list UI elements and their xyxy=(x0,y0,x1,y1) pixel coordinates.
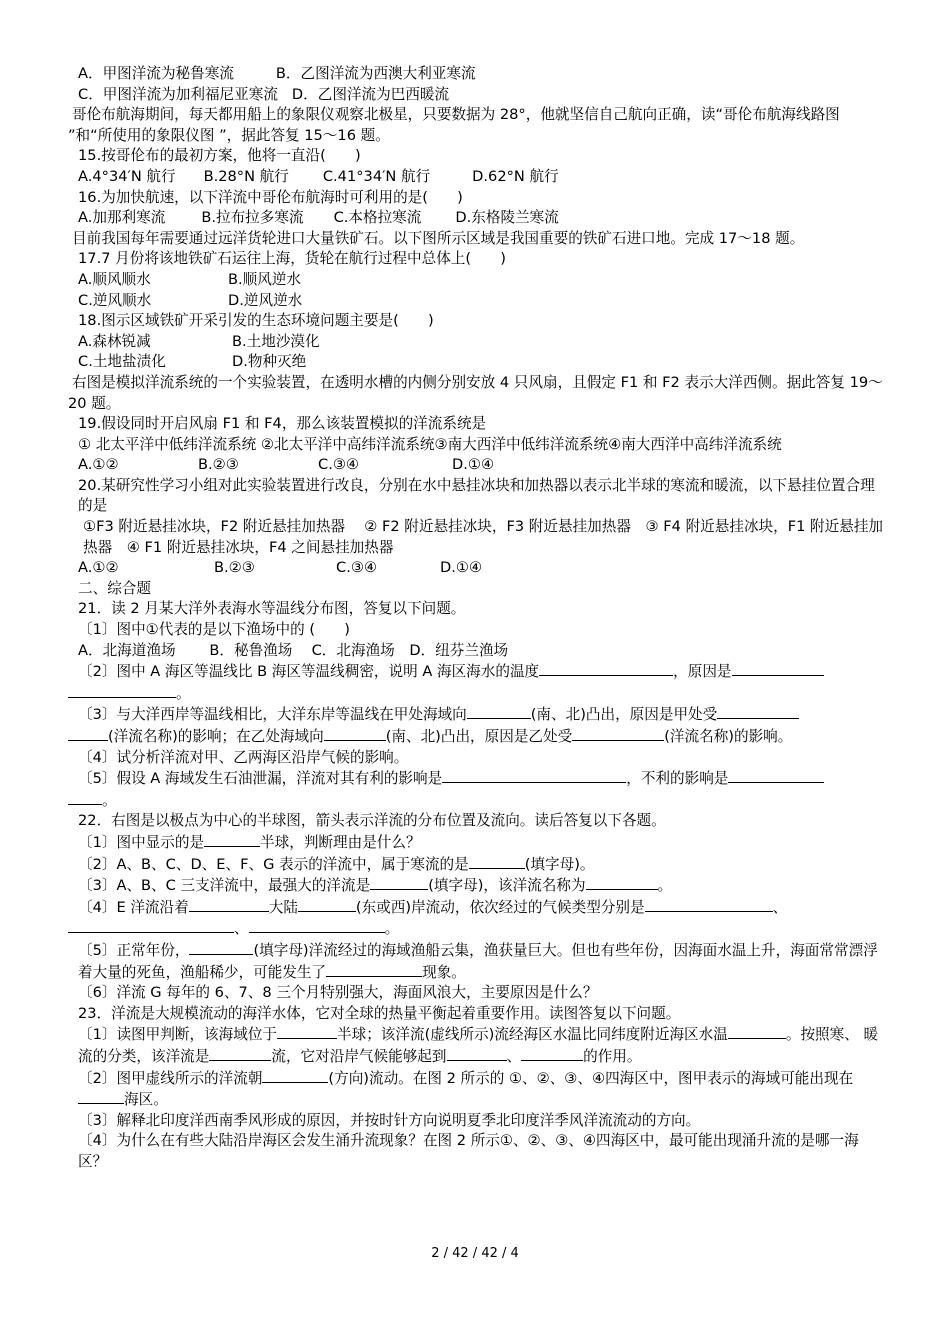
answer-blank[interactable] xyxy=(68,726,108,741)
question-text: (填字母)洋流经过的海域渔船云集，渔获量巨大。但也有些年份，因海面水温上升，海面常常漂浮着大量的死鱼，渔船稀少，可能发生了 xyxy=(78,941,878,981)
option-text: C.③④ xyxy=(336,559,377,577)
question-text: 。 xyxy=(384,920,400,938)
statement-list: ① 北太平洋中低纬洋流系统 ②北太平洋中高纬洋流系统③南大西洋中低纬洋流系统④南大西洋中高纬洋流系统 xyxy=(78,435,782,453)
question-text: 、 xyxy=(506,1047,522,1065)
question-text: (南、北)凸出，原因是甲处受 xyxy=(530,706,718,724)
question-23: 23．洋流是大规模流动的海洋水体，它对全球的热量平衡起着重要作用。读图答复以下问题。 xyxy=(78,1004,681,1022)
answer-blank[interactable] xyxy=(326,962,422,977)
question-text: 〔2〕图甲虚线所示的洋流朝 xyxy=(78,1069,263,1087)
options-line: A．北海道渔场 B．秘鲁渔场 C．北海渔场 D．纽芬兰渔场 xyxy=(78,641,509,659)
question-text: 。按照寒、 暖流的分类，该洋流是 xyxy=(78,1026,879,1065)
question-23-part-2 xyxy=(68,1068,884,1111)
options-line xyxy=(68,291,884,312)
question-text: 。 xyxy=(176,684,191,702)
question-text: (填字母)，该洋流名称为 xyxy=(428,877,586,895)
question-text: (洋流名称)的影响。 xyxy=(664,728,793,745)
answer-blank[interactable] xyxy=(728,1024,786,1039)
options-line xyxy=(68,208,884,229)
question-21-part-2-cont xyxy=(68,683,884,705)
option-text: D.逆风逆水 xyxy=(228,291,303,309)
option-text: D．乙图洋流为巴西暖流 xyxy=(291,85,450,103)
question-text: 〔2〕A、B、C、D、E、F、G 表示的洋流中，属于寒流的是 xyxy=(78,855,469,873)
option-text: A.①② xyxy=(78,456,119,474)
question-text: 。 xyxy=(657,877,673,895)
options-line xyxy=(68,167,884,188)
question-text: 流，它对沿岸气候能够起到 xyxy=(271,1047,447,1065)
question-22-part-5 xyxy=(68,940,884,983)
passage-paragraph: 目前我国每年需要通过远洋货轮进口大量铁矿石。以下图所示区域是我国重要的铁矿石进口地。完成 17～18 题。 xyxy=(72,229,805,247)
section-heading: 二、综合题 xyxy=(78,579,151,597)
option-text: D.①④ xyxy=(440,559,483,577)
option-text: C.41°34′N 航行 xyxy=(322,167,431,185)
question-21-part-2 xyxy=(68,661,884,683)
option-text: D.62°N 航行 xyxy=(472,167,559,185)
question-22-part-1 xyxy=(68,832,884,854)
page-footer: 2 / 42 / 42 / 4 xyxy=(431,1246,519,1261)
question-17: 17.7 月份将该地铁矿石运往上海，货轮在航行过程中总体上( ) xyxy=(78,250,506,268)
question-23-part-4: 〔4〕为什么在有些大陆沿岸海区会发生涌升流现象？在图 2 所示①、②、③、④四海区中，最可能出现涌升流的是哪一海区？ xyxy=(78,1132,859,1170)
option-text: A．甲图洋流为秘鲁寒流 xyxy=(78,65,234,82)
option-text: C.土地盐渍化 xyxy=(78,353,166,371)
answer-blank[interactable] xyxy=(262,1068,328,1083)
question-19: 19.假设同时开启风扇 F1 和 F4，那么该装置模拟的洋流系统是 xyxy=(78,415,487,433)
question-text: ，原因是 xyxy=(673,663,732,681)
question-22-part-4-cont xyxy=(68,918,884,940)
option-text: D.①④ xyxy=(452,456,495,474)
question-23-part-3: 〔3〕解释北印度洋西南季风形成的原因，并按时针方向说明夏季北印度洋季风洋流流动的方向。 xyxy=(78,1111,701,1129)
question-text: 。 xyxy=(102,791,117,809)
option-text: D.物种灭绝 xyxy=(232,353,307,371)
question-text: 〔5〕正常年份， xyxy=(78,941,190,959)
options-line xyxy=(68,85,884,106)
question-text: 、 xyxy=(234,920,249,938)
option-text: C.③④ xyxy=(318,456,359,474)
answer-blank[interactable] xyxy=(189,940,253,955)
answer-blank[interactable] xyxy=(249,918,385,933)
answer-blank[interactable] xyxy=(586,875,658,890)
question-text: (洋流名称)的影响；在乙处海域向 xyxy=(108,728,324,745)
question-22-part-3 xyxy=(68,875,884,897)
question-text: 〔1〕读图甲判断，该海域位于 xyxy=(78,1026,278,1044)
question-text: 〔3〕A、B、C 三支洋流中，最强大的洋流是 xyxy=(78,877,371,895)
answer-blank[interactable] xyxy=(442,768,626,783)
question-18: 18.图示区域铁矿开采引发的生态环境问题主要是( ) xyxy=(78,312,434,330)
question-text: (南、北)凸出，原因是乙处受 xyxy=(385,728,573,745)
question-21-part-3-cont xyxy=(68,726,884,748)
question-text: 〔4〕E 洋流沿着 xyxy=(78,898,189,916)
option-text: D.东格陵兰寒流 xyxy=(455,209,559,227)
question-21-part-5-cont xyxy=(68,790,884,812)
question-text: 半球，判断理由是什么？ xyxy=(260,833,421,851)
option-text: B．乙图洋流为西澳大利亚寒流 xyxy=(275,65,476,82)
option-text: B.拉布拉多寒流 xyxy=(201,209,304,227)
option-text: A.加那利寒流 xyxy=(78,209,166,227)
document-page xyxy=(68,64,884,1172)
option-text: C.本格拉寒流 xyxy=(333,209,422,227)
answer-blank[interactable] xyxy=(277,1024,337,1039)
options-line xyxy=(68,558,884,579)
option-text: C．甲图洋流为加利福尼亚寒流 xyxy=(78,85,278,103)
answer-blank[interactable] xyxy=(521,1046,583,1061)
question-22-part-2 xyxy=(68,854,884,876)
question-text: 大陆 xyxy=(268,898,298,916)
option-text: B.28°N 航行 xyxy=(203,167,289,185)
question-23-part-1 xyxy=(68,1024,884,1067)
answer-blank[interactable] xyxy=(539,661,673,676)
answer-blank[interactable] xyxy=(572,726,664,741)
option-text: A.4°34′N 航行 xyxy=(78,167,176,185)
answer-blank[interactable] xyxy=(68,918,234,933)
answer-blank[interactable] xyxy=(732,661,824,676)
answer-blank[interactable] xyxy=(469,854,525,869)
question-text: (填字母)。 xyxy=(524,855,595,873)
question-text: ，不利的影响是 xyxy=(626,770,729,788)
question-15: 15.按哥伦布的最初方案，他将一直沿( ) xyxy=(78,147,361,165)
options-line xyxy=(68,332,884,353)
question-21: 21．读 2 月某大洋外表海水等温线分布图，答复以下问题。 xyxy=(78,600,466,618)
answer-blank[interactable] xyxy=(204,832,260,847)
answer-blank[interactable] xyxy=(68,683,176,698)
option-text: A.①② xyxy=(78,559,119,577)
passage-paragraph: 右图是模拟洋流系统的一个实验装置，在透明水槽的内侧分别安放 4 只风扇，且假定 F1 和 F2 表示大洋西侧。据此答复 19～20 题。 xyxy=(68,373,883,412)
question-text: 的作用。 xyxy=(583,1047,642,1065)
option-text: A.森林锐减 xyxy=(78,332,151,350)
option-text: B.顺风逆水 xyxy=(228,270,302,288)
question-21-part-3 xyxy=(68,704,884,726)
option-text: B.土地沙漠化 xyxy=(232,332,320,350)
answer-blank[interactable] xyxy=(78,1089,124,1104)
option-text: C.逆风顺水 xyxy=(78,291,152,309)
answer-blank[interactable] xyxy=(467,704,531,719)
options-line xyxy=(68,352,884,373)
question-21-part-4: 〔4〕试分析洋流对甲、乙两海区沿岸气候的影响。 xyxy=(78,748,409,766)
answer-blank[interactable] xyxy=(717,704,799,719)
option-text: A.顺风顺水 xyxy=(78,270,151,288)
options-line xyxy=(68,455,884,476)
question-text: 〔5〕假设 A 海域发生石油泄漏，洋流对其有利的影响是 xyxy=(78,770,443,788)
question-text: (东或西)岸流动，依次经过的气候类型分别是 xyxy=(355,898,645,916)
question-20: 20.某研究性学习小组对此实验装置进行改良，分别在水中悬挂冰块和加热器以表示北半球的寒流和暖流，以下悬挂位置合理的是 xyxy=(78,476,875,515)
question-text: 〔2〕图中 A 海区等温线比 B 海区等温线稠密，说明 A 海区海水的温度 xyxy=(78,663,540,681)
question-22-part-4 xyxy=(68,897,884,919)
option-text: B.②③ xyxy=(198,456,239,474)
question-21-part-1: 〔1〕图中①代表的是以下渔场中的 ( ) xyxy=(78,621,350,639)
question-text: 现象。 xyxy=(422,963,466,981)
question-text: (方向)流动。在图 2 所示的 ①、②、③、④四海区中，图甲表示的海域可能出现在 xyxy=(328,1069,854,1087)
answer-blank[interactable] xyxy=(298,897,356,912)
answer-blank[interactable] xyxy=(324,726,386,741)
question-21-part-5 xyxy=(68,768,884,790)
options-line xyxy=(68,270,884,291)
question-16: 16.为加快航速，以下洋流中哥伦布航海时可利用的是( ) xyxy=(78,188,463,206)
question-text: 海区。 xyxy=(124,1091,168,1109)
answer-blank[interactable] xyxy=(645,897,773,912)
options-line xyxy=(68,64,884,85)
answer-blank[interactable] xyxy=(68,790,102,805)
question-text: 〔1〕图中显示的是 xyxy=(78,833,205,851)
question-text: 、 xyxy=(772,898,788,916)
answer-blank[interactable] xyxy=(209,1046,271,1061)
statement-list: ①F3 附近悬挂冰块，F2 附近悬挂加热器 ② F2 附近悬挂冰块，F3 附近悬挂加热器 ③ F4 附近悬挂冰块，F1 附近悬挂加热器 ④ F1 附近悬挂冰块，F4 之间悬挂加热器 xyxy=(83,518,884,556)
answer-blank[interactable] xyxy=(189,897,269,912)
option-text: B.②③ xyxy=(214,559,255,577)
question-22: 22．右图是以极点为中心的半球图，箭头表示洋流的分布位置及流向。读后答复以下各题。 xyxy=(78,812,666,830)
question-text: 〔3〕与大洋西岸等温线相比，大洋东岸等温线在甲处海域向 xyxy=(78,706,467,724)
question-text: 半球；该洋流(虚线所示)流经海区水温比同纬度附近海区水温 xyxy=(337,1026,728,1044)
answer-blank[interactable] xyxy=(370,875,428,890)
question-22-part-6: 〔6〕洋流 G 每年的 6、7、8 三个月特别强大，海面风浪大，主要原因是什么？ xyxy=(78,984,598,1002)
passage-paragraph: 哥伦布航海期间，每天都用船上的象限仪观察北极星，只要数据为 28°，他就坚信自己航向正确，读“哥伦布航海线路图 ”和“所使用的象限仪图 ”，据此答复 15～16 题。 xyxy=(68,106,840,144)
answer-blank[interactable] xyxy=(447,1046,507,1061)
answer-blank[interactable] xyxy=(728,768,824,783)
